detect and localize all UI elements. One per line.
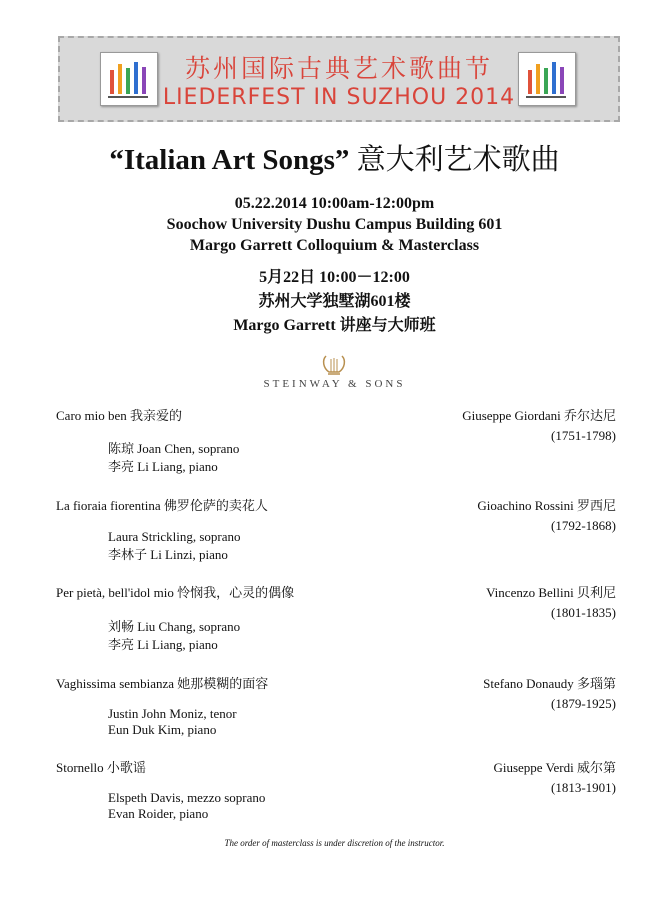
page-title-en: “Italian Art Songs” bbox=[109, 144, 350, 176]
page-title-cn: 意大利艺术歌曲 bbox=[356, 144, 560, 176]
banner-title-cn: 苏州国际古典艺术歌曲节 bbox=[184, 54, 493, 83]
event-venue-en: Soochow University Dushu Campus Building 601 bbox=[166, 216, 503, 233]
composer-dates: (1813-1901) bbox=[551, 780, 616, 795]
performers bbox=[108, 440, 239, 476]
performer: 李林子 Li Linzi, piano bbox=[108, 547, 228, 562]
performers bbox=[108, 790, 265, 822]
lyre-icon bbox=[320, 354, 348, 376]
performer: 刘畅 Liu Chang, soprano bbox=[108, 619, 241, 634]
composer bbox=[483, 673, 616, 712]
page-title bbox=[0, 137, 669, 178]
performer: Justin John Moniz, tenor bbox=[108, 706, 237, 721]
performers bbox=[108, 528, 241, 564]
composer bbox=[493, 757, 616, 796]
performer: Laura Strickling, soprano bbox=[108, 529, 241, 544]
piece-title: Per pietà, bell'idol mio 怜悯我，心灵的偶像 bbox=[56, 585, 295, 600]
composer bbox=[477, 495, 616, 534]
footer-note: The order of masterclass is under discretion of the instructor. bbox=[224, 838, 445, 848]
event-venue-cn: 苏州大学独墅湖601楼 bbox=[258, 293, 411, 310]
composer bbox=[486, 582, 616, 621]
composer-name: Giuseppe Verdi 威尔第 bbox=[493, 760, 616, 775]
performers bbox=[108, 618, 240, 654]
performer: 李亮 Li Liang, piano bbox=[108, 459, 218, 474]
composer-dates: (1801-1835) bbox=[551, 605, 616, 620]
composer-name: Giuseppe Giordani 乔尔达尼 bbox=[462, 408, 616, 423]
banner-title-en: LIEDERFEST IN SUZHOU 2014 bbox=[162, 85, 516, 110]
event-type-en: Margo Garrett Colloquium & Masterclass bbox=[189, 237, 480, 254]
composer-name: Gioachino Rossini 罗西尼 bbox=[477, 498, 616, 513]
performer: 李亮 Li Liang, piano bbox=[108, 637, 218, 652]
event-type-cn: Margo Garrett 讲座与大师班 bbox=[233, 317, 436, 334]
performer: Elspeth Davis, mezzo soprano bbox=[108, 790, 266, 805]
performer: Eun Duk Kim, piano bbox=[108, 722, 217, 737]
event-info-en bbox=[0, 193, 669, 256]
festival-banner bbox=[58, 36, 620, 122]
composer-dates: (1792-1868) bbox=[551, 518, 616, 533]
sponsor-name: STEINWAY & SONS bbox=[263, 378, 406, 390]
composer bbox=[462, 405, 616, 444]
event-datetime-cn: 5月22日 10:00－12:00 bbox=[259, 269, 410, 286]
composer-name: Vincenzo Bellini 贝利尼 bbox=[486, 585, 616, 600]
composer-dates: (1879-1925) bbox=[551, 696, 616, 711]
piece-title: Stornello 小歌谣 bbox=[56, 760, 146, 775]
event-datetime-en: 05.22.2014 10:00am-12:00pm bbox=[234, 195, 435, 212]
performers bbox=[108, 706, 237, 738]
piece-title: Vaghissima sembianza 她那模糊的面容 bbox=[56, 676, 269, 691]
composer-name: Stefano Donaudy 多瑙第 bbox=[483, 676, 616, 691]
composer-dates: (1751-1798) bbox=[551, 428, 616, 443]
performer: Evan Roider, piano bbox=[108, 806, 209, 821]
piece-title: La fioraia fiorentina 佛罗伦萨的卖花人 bbox=[56, 498, 268, 513]
performer: 陈琼 Joan Chen, soprano bbox=[108, 441, 240, 456]
event-info-cn bbox=[0, 266, 669, 338]
piece-title: Caro mio ben 我亲爱的 bbox=[56, 408, 183, 423]
